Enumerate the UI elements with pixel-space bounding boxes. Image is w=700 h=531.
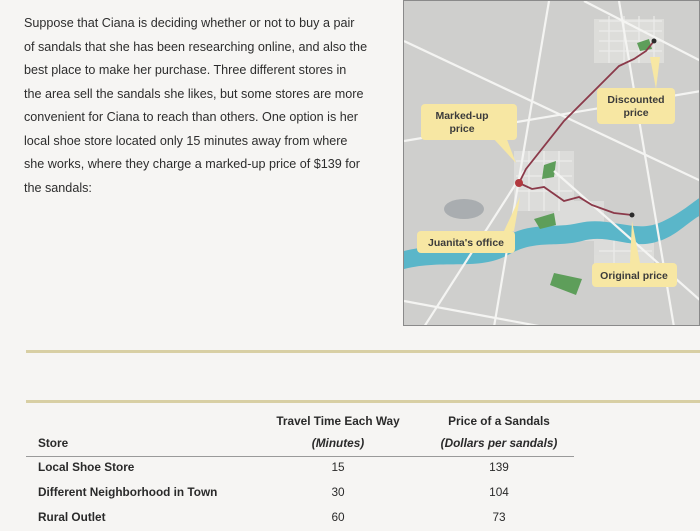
city-map [403,0,700,326]
callout-discounted-line1: Discounted [607,94,665,106]
header-travel-time-line2: (Minutes) [311,436,365,450]
cell-store: Local Shoe Store [38,460,135,474]
callout-marked-up-line2: price [449,123,475,135]
cell-store: Different Neighborhood in Town [38,485,218,499]
problem-passage [24,12,396,200]
passage-line: local shoe store located only 15 minutes away from where [24,133,348,148]
header-travel-time-line1: Travel Time Each Way [276,414,400,428]
cell-time: 60 [331,510,345,524]
passage-line: best place to make her purchase. Three different stores in [24,63,347,77]
office-marker [515,179,523,187]
header-travel-time [258,410,418,454]
cell-store: Rural Outlet [38,510,106,524]
table-row [26,481,586,506]
callout-original-label: Original price [600,270,668,282]
callout-discounted-line2: price [623,107,649,119]
passage-line: of sandals that she has been researching online, and also the [24,39,368,54]
callout-juanita-label: Juanita's office [427,237,505,249]
passage-line: the area sell the sandals she likes, but some stores are more [24,86,364,101]
header-price [424,410,574,454]
lake [444,199,484,219]
passage-line: convenient for Ciana to reach than others. One option is her [24,110,358,124]
cell-time: 30 [331,485,345,499]
table-row [26,456,586,481]
table-row [26,506,586,531]
divider [26,350,700,353]
store-marker [652,39,657,44]
stores-table [26,408,586,531]
store-marker [630,213,635,218]
city-map-illustration [404,1,700,326]
header-price-line1: Price of a Sandals [448,414,550,428]
cell-price: 104 [489,485,509,499]
header-store: Store [38,436,69,450]
callout-marked-up-line1: Marked-up [435,110,489,122]
cell-time: 15 [331,460,345,474]
passage-line: she works, where they charge a marked-up price of $139 for [24,157,361,171]
table-top-rule [26,400,700,403]
passage-line: the sandals: [24,180,92,195]
table-header [26,408,586,456]
cell-price: 139 [489,460,509,474]
header-price-line2: (Dollars per sandals) [440,436,558,450]
passage-line: Suppose that Ciana is deciding whether or not to buy a pair [24,16,355,30]
cell-price: 73 [492,510,506,524]
